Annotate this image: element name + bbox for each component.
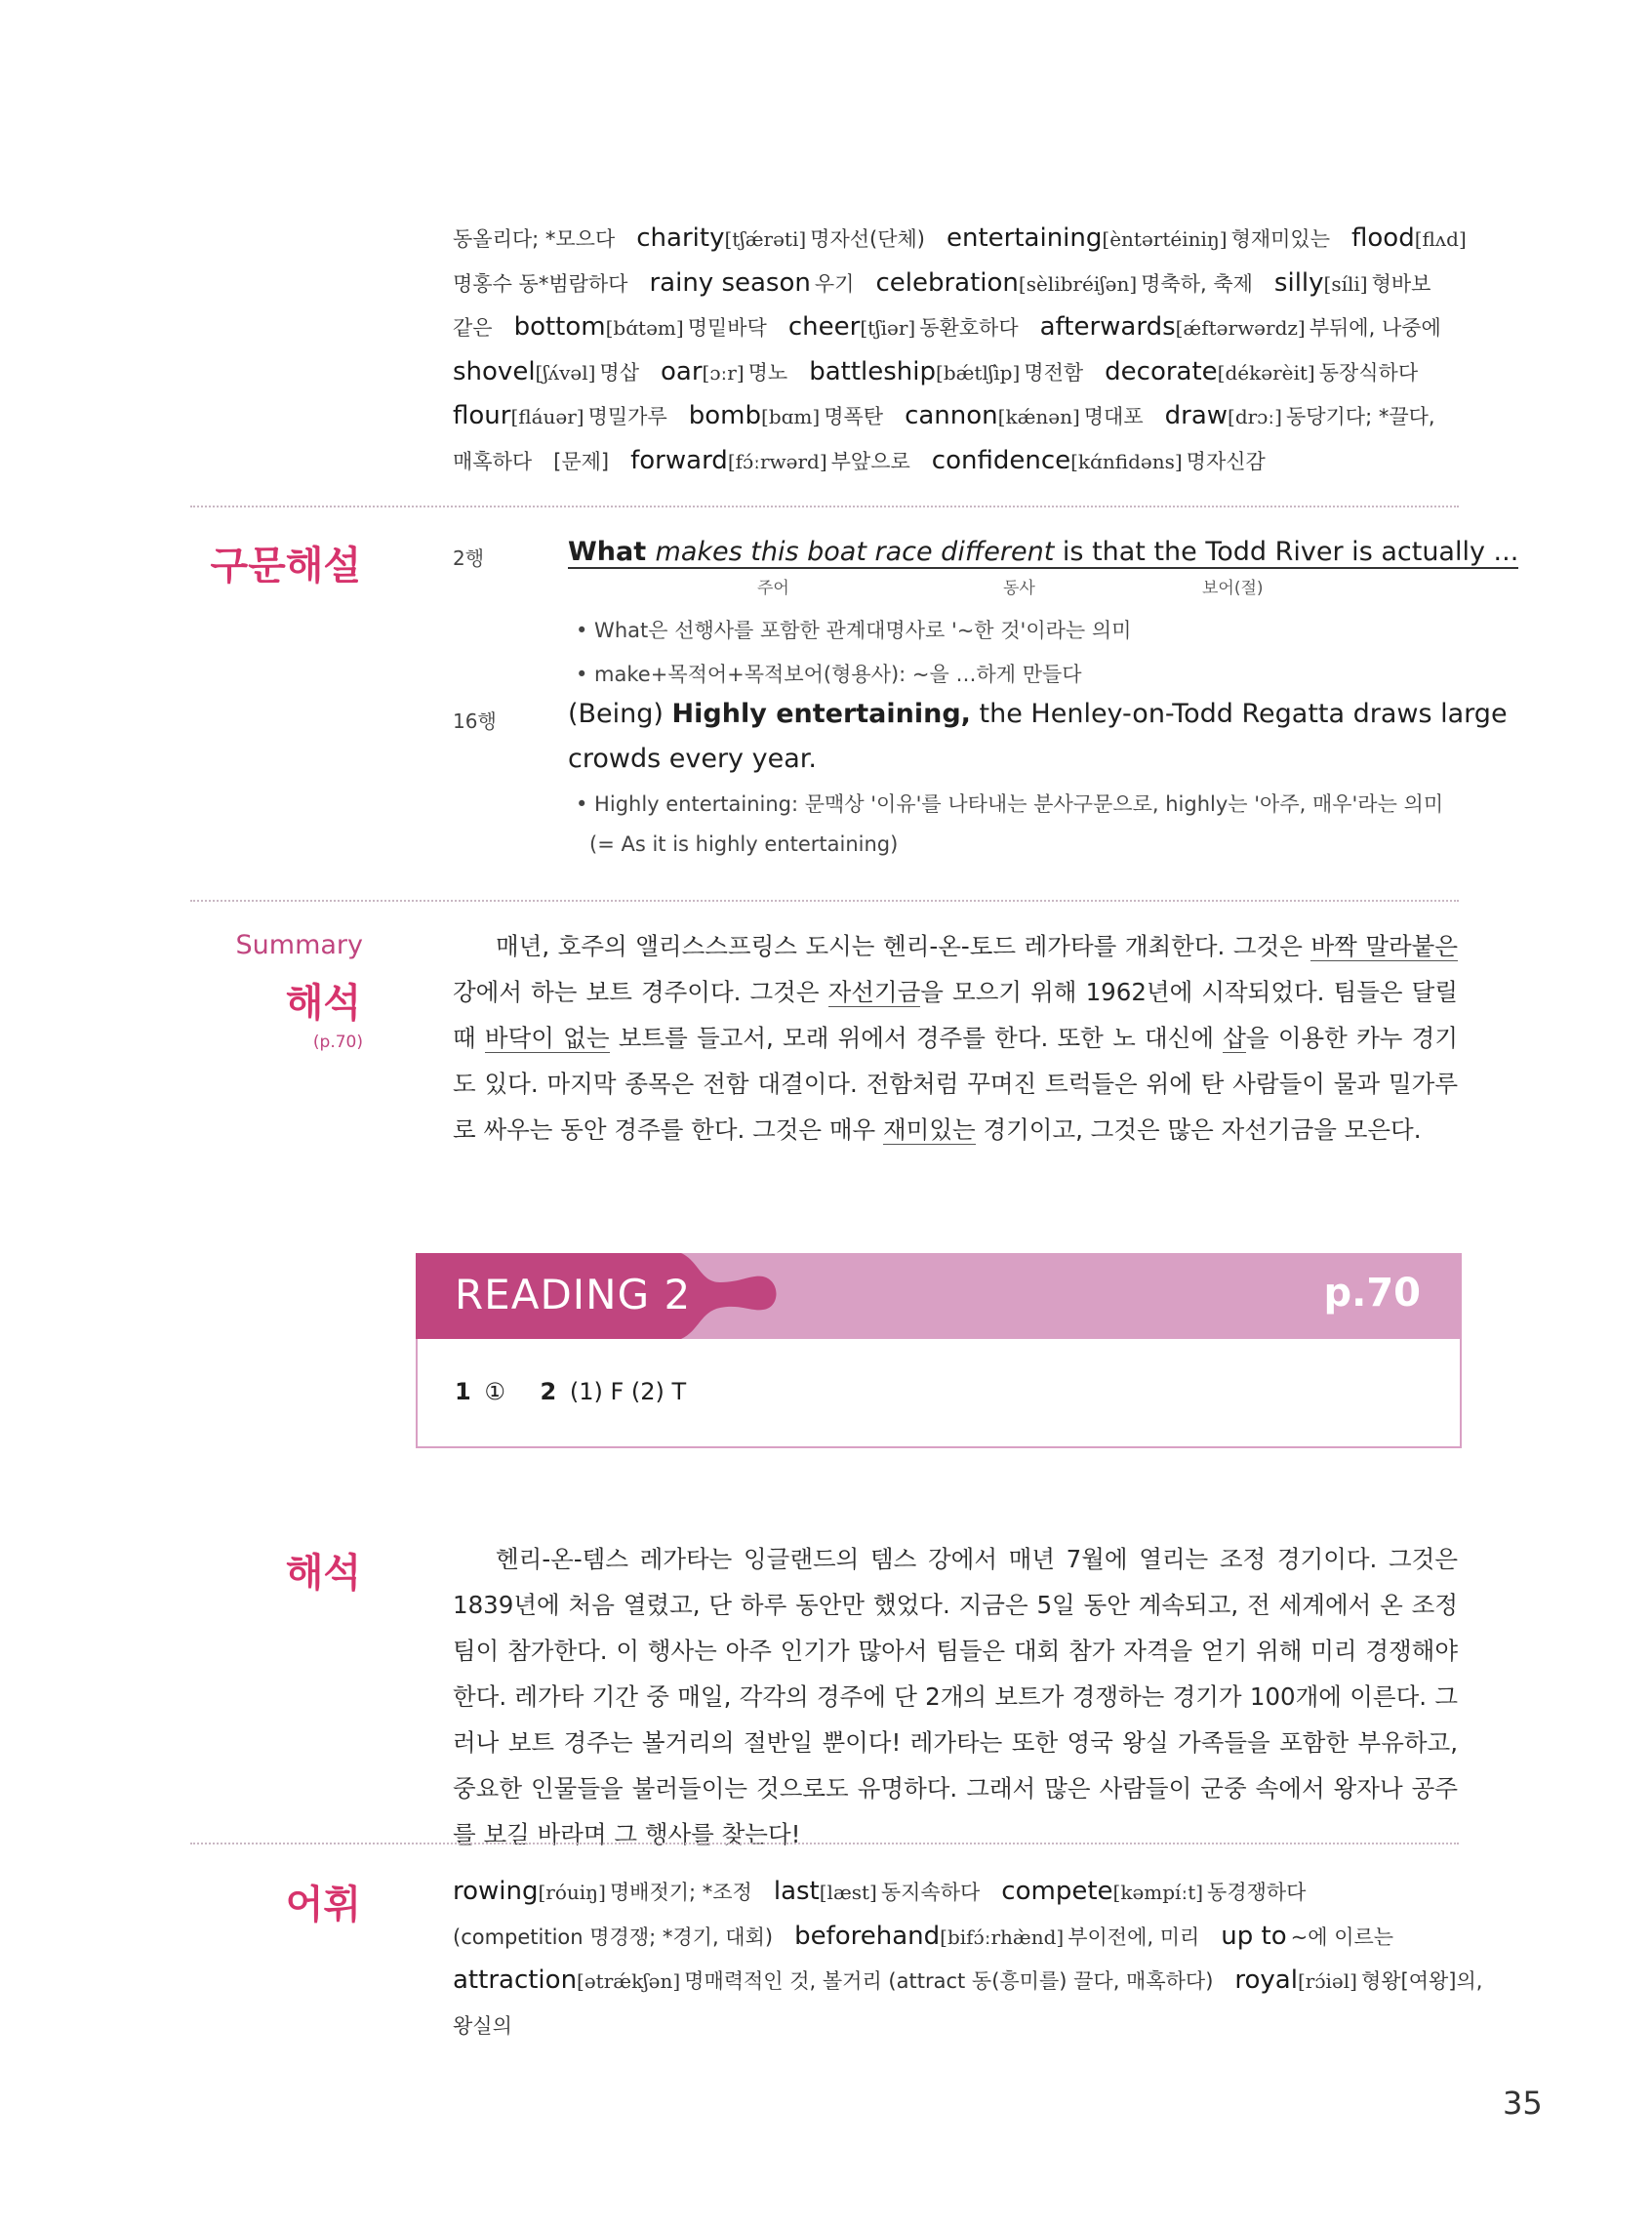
summary-keyword: 바짝 말라붙은 [1310,932,1459,960]
vocab-entry [774,1878,980,1905]
vocab-definition: 명대포 [1083,405,1144,428]
vocab-definition: 명매력적인 것, 볼거리 (attract 동(흥미를) 끌다, 매혹하다) [684,1969,1214,1993]
vocab-entry [788,313,1019,341]
vocab-definition: 동장식하다 [1318,360,1419,385]
vocab-line [453,439,1458,484]
vocab-definition: 형재미있는 [1230,227,1331,251]
vocab-word: oar [661,356,703,386]
summary-title: 해석 [285,981,361,1026]
vocab-word: rainy season [649,267,811,298]
vocab-entry [553,447,609,474]
participle-phrase: Highly entertaining, [671,699,971,729]
vocab-entry [809,358,1083,385]
vocab-word: flood [1351,223,1415,253]
vocab-pronunciation: [rɔ́iəl] [1297,1969,1357,1993]
answer-1-value: ① [484,1378,505,1405]
vocab-definition: 왕실의 [453,2013,512,2038]
vocab-pronunciation: [sèlibréiʃən] [1018,271,1138,296]
reading-title: READING 2 [455,1271,692,1318]
summary-page-ref: (p.70) [312,1033,363,1052]
vocab-entry [1105,358,1418,385]
syntax-sentence-2 [568,699,1508,729]
vocab-entry [1274,269,1431,297]
vocab-definition: 명홍수 동*범람하다 [453,271,628,296]
vocab-pronunciation: [bǽtlʃìp] [936,360,1021,385]
summary-label: Summary [235,930,363,960]
answers [455,1378,686,1405]
page-number: 35 [1503,2085,1543,2122]
vocab-entry [649,269,854,297]
answer-1-number: 1 [455,1378,471,1405]
summary-part: 을 모으기 위해 1962년에 시작되었다. 팀들은 달릴 때 [453,978,1458,1052]
vocab-entry [453,313,493,341]
vocab-word: rowing [453,1877,539,1906]
vocab-definition: 동환호하다 [919,316,1019,340]
vocab-definition: 명전함 [1024,360,1084,385]
summary-keyword: 자선기금 [827,978,921,1006]
being-text: (Being) [568,699,672,729]
syntax-line-number: 2행 [453,547,485,570]
syntax-note-1: • What은 선행사를 포함한 관계대명사로 '~한 것'이라는 의미 [576,619,1132,642]
vocab-definition: ~에 이르는 [1290,1925,1394,1949]
role-verb: 동사 [1003,579,1035,598]
reading-page: p.70 [1323,1271,1421,1316]
vocab-pronunciation: [bɑ́təm] [605,316,684,340]
answer-2-number: 2 [540,1378,557,1405]
vocab-word: last [773,1877,820,1906]
subject-rest: makes this boat race different [655,537,1055,567]
vocab-word: afterwards [1039,312,1176,342]
vocab-entry [905,402,1144,429]
subject-what: What [568,537,656,567]
vocab-word: royal [1234,1966,1298,1995]
vocab-entry [1001,1878,1306,1905]
vocab-entry [453,402,667,429]
divider [190,506,1459,507]
vocab-word: decorate [1105,356,1218,386]
summary-keyword: 재미있는 [882,1115,976,1144]
vocab-pronunciation: [flʌd] [1414,227,1467,251]
vocab-definition: 명배젓기; *조정 [609,1881,752,1904]
vocab-definition: 부뒤에, 나중에 [1309,316,1441,340]
vocab-pronunciation: [læst] [819,1881,877,1904]
divider [190,900,1459,902]
translation-text [453,1536,1458,1857]
vocab-pronunciation: [tʃǽrəti] [724,227,807,251]
vocab-entry [1351,224,1467,252]
vocab-pronunciation: [kɑ́nfidəns] [1070,449,1183,473]
vocab-line [453,350,1458,395]
vocab-definition: 부앞으로 [830,449,910,473]
vocab-word: entertaining [947,223,1103,253]
syntax-line-number: 16행 [453,709,497,733]
summary-text [453,923,1458,1153]
vocab-entry [1165,402,1435,429]
vocab-entry [453,269,627,297]
vocab-pronunciation: [ətrǽkʃən] [577,1969,681,1993]
vocab-entry [514,313,767,341]
vocab-definition: 우기 [814,271,855,296]
vocab-entry [453,224,615,252]
vocab-pronunciation: [drɔː] [1228,405,1282,428]
vocab-word: up to [1221,1921,1287,1951]
translation-title: 해석 [285,1551,361,1596]
vocab-line [453,1959,1483,2004]
vocab-entry [453,447,532,474]
vocab-block-bottom [453,1870,1483,2047]
syntax-note-3: • Highly entertaining: 문맥상 '이유'를 나타내는 분사구문으로, highly는 '아주, 매우'라는 의미 [576,792,1444,816]
vocab-pronunciation: [èntərtéiniŋ] [1102,227,1228,251]
vocab-word: bottom [513,312,606,342]
vocab-entry [636,224,925,252]
vocab-definition: [문제] [553,449,610,473]
vocab-definition: 명자선(단체) [810,227,925,251]
vocab-line [453,262,1458,306]
vocab-line [453,305,1458,350]
vocab-pronunciation: [bɑm] [761,405,821,428]
syntax-note-4: (= As it is highly entertaining) [589,832,899,856]
translation-paragraph: 헨리-온-템스 레가타는 잉글랜드의 템스 강에서 매년 7월에 열리는 조정 경기이다. 그것은 1839년에 처음 열렸고, 단 하루 동안만 했었다. 지금은 5일 동안 계속되고, 전 세계에서 온 조정 팀이 참가한다. 이 행사는 아주 인기가 많아서 팀들은 대회 참가 자격을 얻기 위해 미리 경쟁해야 한다. 레가타 기간 중 매일, 각각의 경주에 단 2개의 보트가 경쟁하는 경기가 100개에 이른다. 그러나 보트 경주는 볼거리의 절반일 뿐이다! 레가타는 또한 영국 왕실 가족들을 포함한 부유하고, 중요한 인물들을 불러들이는 것으로도 유명하다. 그래서 많은 사람들이 군중 속에서 왕자나 공주를 보길 바라며 그 행사를 찾는다! [453,1545,1458,1848]
vocab-pronunciation: [bifɔ́ːrhæ̀nd] [940,1925,1065,1949]
vocab-pronunciation: [tʃiər] [860,316,916,340]
vocab-line [453,217,1467,262]
vocab-word: draw [1164,401,1229,430]
vocab-word: attraction [453,1966,578,1995]
vocab-entry [689,402,883,429]
syntax-note-2: • make+목적어+목적보어(형용사): ~을 …하게 만들다 [576,663,1082,686]
vocab-word: battleship [809,356,937,386]
vocab-definition: 명폭탄 [824,405,884,428]
vocab-word: beforehand [794,1921,941,1951]
summary-keyword: 삽 [1223,1024,1246,1052]
summary-part: 경기이고, 그것은 많은 자선기금을 모은다. [975,1115,1422,1144]
vocab-definition: 명축하, 축제 [1141,271,1253,296]
verb: is [1054,537,1093,567]
vocab-pronunciation: [ɔːr] [702,360,745,385]
vocab-entry [932,447,1266,474]
vocab-entry [1234,1966,1482,1994]
vocab-line [453,1870,1458,1915]
summary-keyword: 바닥이 없는 [484,1024,610,1052]
vocab-word: flour [453,401,511,430]
divider [190,1843,1459,1844]
vocab-word: forward [630,445,728,475]
syntax-sentence-2-cont: crowds every year. [568,744,817,774]
vocab-pronunciation: [dékərèit] [1217,360,1315,385]
vocab-block-top [453,217,1467,483]
vocab-pronunciation: [kǽnən] [997,405,1080,428]
vocab-entry [453,358,639,385]
vocab-pronunciation: [síli] [1323,271,1368,296]
vocab-entry [661,358,787,385]
vocab-line [453,1915,1458,1960]
vocab-line [453,394,1458,439]
vocab-pronunciation: [róuiŋ] [538,1881,606,1904]
vocab-entry [453,1878,752,1905]
vocab-word: silly [1273,267,1324,298]
vocab-definition: 명노 [747,360,788,385]
vocab-pronunciation: [ǽftərwərdz] [1175,316,1306,340]
complement: that the Todd River is actually ... [1092,537,1519,567]
vocab-entry [630,447,910,474]
vocab-definition: 부이전에, 미리 [1068,1925,1200,1949]
vocab-pronunciation: [kəmpíːt] [1112,1881,1204,1904]
vocab-word: bomb [688,401,762,430]
vocab-definition: 명자신감 [1186,449,1266,473]
vocab-definition: 동당기다; *끌다, [1285,405,1435,428]
vocab-entry [453,1966,1213,1994]
role-subject: 주어 [757,579,789,598]
vocab-definition: 명밑바닥 [687,316,767,340]
reading-banner [416,1253,1462,1339]
answer-box [416,1339,1462,1448]
vocab-definition: 명삽 [599,360,639,385]
vocab-entry [1040,313,1441,341]
summary-part: 보트를 들고서, 모래 위에서 경주를 한다. 또한 노 대신에 [609,1024,1224,1052]
syntax-title: 구문해설 [210,544,361,588]
vocab-definition: 동지속하다 [880,1881,981,1904]
vocab-entry [794,1923,1199,1950]
vocab-word: charity [636,223,725,253]
vocab-definition: 형왕[여왕]의, [1360,1969,1483,1993]
syntax-sentence-1 [568,537,1518,567]
vocab-pronunciation: [fɔ́ːrwərd] [727,449,827,473]
vocab-definition: 형바보 [1371,271,1431,296]
vocab-definition: 동올리다; *모으다 [453,227,616,251]
vocab-entry [1221,1923,1393,1950]
vocab-word: cheer [787,312,861,342]
summary-part: 강에서 하는 보트 경주이다. 그것은 [453,978,828,1006]
vocab-pronunciation: [fláuər] [510,405,584,428]
role-complement: 보어(절) [1202,579,1264,598]
vocab-entry [453,1923,773,1950]
vocab-entry [453,2011,512,2039]
vocab-word: compete [1001,1877,1113,1906]
vocab-word: shovel [453,356,536,386]
sentence-rest: the Henley-on-Todd Regatta draws large [970,699,1508,729]
vocab-definition: 명밀가루 [587,405,667,428]
vocab-word: celebration [875,267,1019,298]
answer-2-value: (1) F (2) T [569,1378,687,1405]
summary-part: 을 이용한 카누 경기도 있다. 마지막 종목은 전함 대결이다. 전함처럼 꾸며진 트럭들은 위에 탄 사람들이 물과 밀가루로 싸우는 동안 경주를 한다. 그것은 매우 [453,1024,1458,1144]
vocab-line [453,2004,1458,2048]
vocab-definition: 매혹하다 [453,449,533,473]
vocab-definition: 같은 [453,316,493,340]
vocab-definition: (competition 명경쟁; *경기, 대회) [453,1925,774,1949]
vocab-definition: 동경쟁하다 [1207,1881,1307,1904]
vocab-pronunciation: [ʃʌ́vəl] [535,360,596,385]
vocab-word: confidence [931,445,1071,475]
vocab-entry [947,224,1330,252]
vocab-entry [875,269,1252,297]
vocab-word: cannon [905,401,998,430]
summary-part: 매년, 호주의 앨리스스프링스 도시는 헨리-온-토드 레가타를 개최한다. 그것은 [496,932,1311,960]
vocab-title: 어휘 [285,1883,361,1927]
